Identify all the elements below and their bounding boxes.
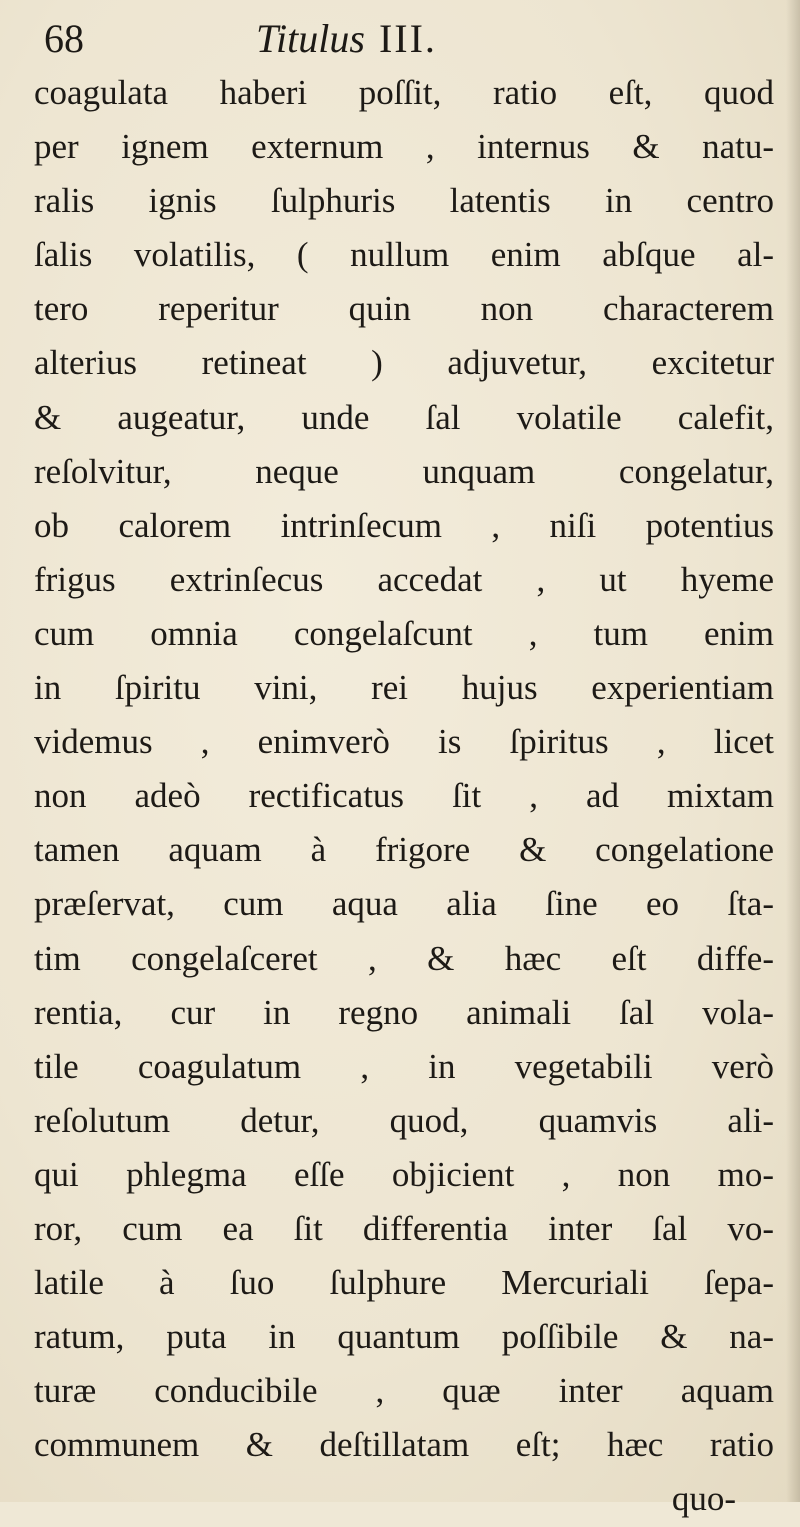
text-line: rentia, cur in regno animali ſal vola- <box>34 992 774 1032</box>
text-line: non adeò rectificatus ſit , ad mixtam <box>34 776 774 816</box>
text-line: per ignem externum , internus & natu- <box>34 127 774 167</box>
text-line: tile coagulatum , in vegetabili verò <box>34 1046 774 1086</box>
running-title <box>256 14 437 64</box>
text-line: præſervat, cum aqua alia ſine eo ſta- <box>34 884 774 924</box>
text-line: ob calorem intrinſecum , niſi potentius <box>34 505 774 545</box>
text-line: reſolutum detur, quod, quamvis ali- <box>34 1100 774 1140</box>
text-line: ratum, puta in quantum poſſibile & na- <box>34 1317 774 1357</box>
text-line: in ſpiritu vini, rei hujus experientiam <box>34 668 774 708</box>
catchword: quo- <box>671 1479 736 1519</box>
page-edge-shadow <box>786 0 800 1502</box>
text-line: reſolvitur, neque unquam congelatur, <box>34 451 774 491</box>
running-title-word: Titulus <box>256 16 365 61</box>
text-line: ſalis volatilis, ( nullum enim abſque al- <box>34 235 774 275</box>
text-line: tamen aquam à frigore & congelatione <box>34 830 774 870</box>
text-line: & augeatur, unde ſal volatile calefit, <box>34 397 774 437</box>
text-line: videmus , enimverò is ſpiritus , licet <box>34 722 774 762</box>
text-line: tim congelaſceret , & hæc eſt diffe- <box>34 938 774 978</box>
text-line: ralis ignis ſulphuris latentis in centro <box>34 181 774 221</box>
running-header <box>44 14 744 64</box>
text-line: ror, cum ea ſit differentia inter ſal vo- <box>34 1208 774 1248</box>
text-line: turæ conducibile , quæ inter aquam <box>34 1371 774 1411</box>
body-text <box>34 66 774 1527</box>
text-line: frigus extrinſecus accedat , ut hyeme <box>34 559 774 599</box>
text-line: alterius retineat ) adjuvetur, excitetur <box>34 343 774 383</box>
text-line: qui phlegma eſſe objicient , non mo- <box>34 1154 774 1194</box>
text-line: tero reperitur quin non characterem <box>34 289 774 329</box>
text-line: latile à ſuo ſulphure Mercuriali ſepa- <box>34 1263 774 1303</box>
text-line: coagulata haberi poſſit, ratio eſt, quod <box>34 73 774 112</box>
text-line: cum omnia congelaſcunt , tum enim <box>34 613 774 653</box>
page-number: 68 <box>44 16 84 61</box>
text-line: communem & deſtillatam eſt; hæc ratio <box>34 1425 774 1465</box>
running-title-numeral: III. <box>378 16 437 61</box>
